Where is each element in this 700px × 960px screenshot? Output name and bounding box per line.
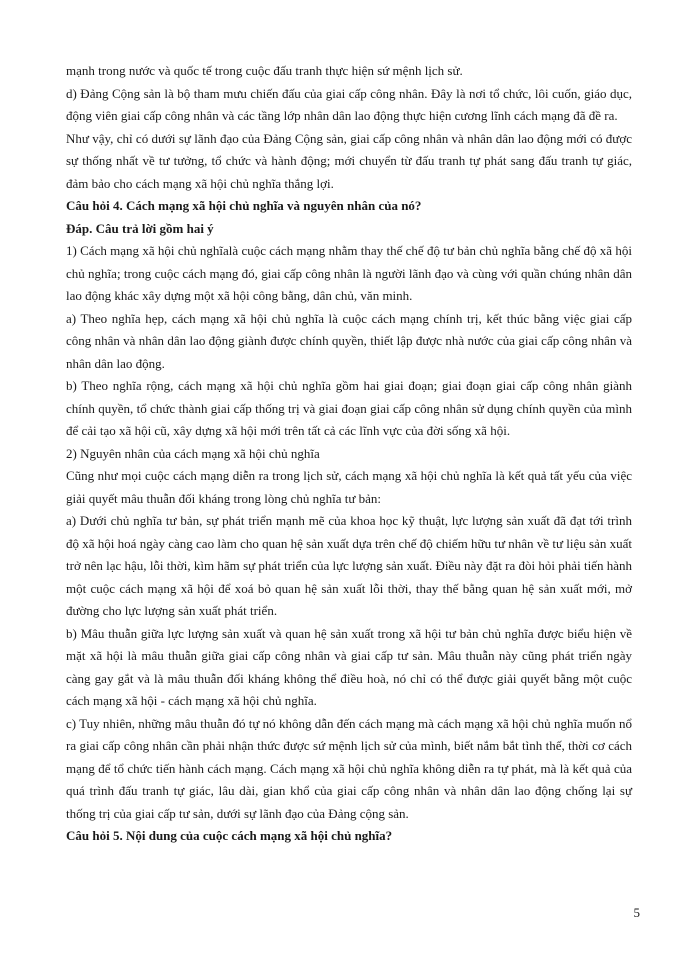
document-body	[66, 60, 632, 848]
question-heading: Câu hỏi 4. Cách mạng xã hội chủ nghĩa và nguyên nhân của nó?	[66, 198, 422, 213]
paragraph: b) Mâu thuẫn giữa lực lượng sản xuất và quan hệ sản xuất trong xã hội tư bản chủ nghĩa được biểu hiện về mặt xã hội là mâu thuẫn giữa giai cấp công nhân và giai cấp tư sản. Mâu thuẫn này cũng phát triển ngày càng gay gắt và là mâu thuẫn đối kháng không thể điều hoà, nó chỉ có thể được giải quyết bằng một cuộc cách mạng xã hội - cách mạng xã hội chủ nghĩa.	[66, 625, 632, 708]
paragraph: c) Tuy nhiên, những mâu thuẫn đó tự nó không dẫn đến cách mạng mà cách mạng xã hội chủ nghĩa muốn nổ ra giai cấp công nhân cần phải nhận thức được sứ mệnh lịch sử của mình, biết nắm bắt tình thế, thời cơ cách mạng để tổ chức tiến hành cách mạng. Cách mạng xã hội chủ nghĩa không diễn ra tự phát, mà là kết quả của quá trình đấu tranh tự giác, lâu dài, gian khổ của giai cấp công nhân và nhân dân lao động chống lại sự thống trị của giai cấp tư sản, dưới sự lãnh đạo của Đảng cộng sản.	[66, 715, 632, 821]
paragraph: 1) Cách mạng xã hội chủ nghĩalà cuộc cách mạng nhằm thay thế chế độ tư bản chủ nghĩa bằng chế độ xã hội chủ nghĩa; trong cuộc cách mạng đó, giai cấp công nhân là người lãnh đạo và cùng với quần chúng nhân dân lao động khác xây dựng một xã hội công bằng, dân chủ, văn minh.	[66, 243, 632, 303]
paragraph: a) Theo nghĩa hẹp, cách mạng xã hội chủ nghĩa là cuộc cách mạng chính trị, kết thúc bằng việc giai cấp công nhân và nhân dân lao động giành được chính quyền, thiết lập được nhà nước của giai cấp công nhân và nhân dân lao động.	[66, 310, 632, 371]
paragraph: Cũng như mọi cuộc cách mạng diễn ra trong lịch sử, cách mạng xã hội chủ nghĩa là kết quả tất yếu của việc giải quyết mâu thuẫn đối kháng trong lòng chủ nghĩa tư bản:	[66, 468, 632, 506]
question-heading: Câu hỏi 5. Nội dung của cuộc cách mạng xã hội chủ nghĩa?	[66, 828, 393, 843]
paragraph: 2) Nguyên nhân của cách mạng xã hội chủ nghĩa	[66, 445, 320, 461]
page-number: 5	[633, 905, 640, 920]
answer-heading: Đáp. Câu trả lời gồm hai ý	[66, 220, 214, 236]
paragraph: b) Theo nghĩa rộng, cách mạng xã hội chủ nghĩa gồm hai giai đoạn; giai đoạn giai cấp công nhân giành chính quyền, tổ chức thành giai cấp thống trị và giai đoạn giai cấp công nhân sử dụng chính quyền của mình để cải tạo xã hội cũ, xây dựng xã hội mới trên tất cả các lĩnh vực của đời sống xã hội.	[66, 378, 632, 438]
paragraph: a) Dưới chủ nghĩa tư bản, sự phát triển mạnh mẽ của khoa học kỹ thuật, lực lượng sản xuất đã đạt tới trình độ xã hội hoá ngày càng cao làm cho quan hệ sản xuất dựa trên chế độ chiếm hữu tư nhân về tư liệu sản xuất trở nên lạc hậu, lỗi thời, kìm hãm sự phát triển của lực lượng sản xuất. Điều này đặt ra đòi hỏi phải tiến hành một cuộc cách mạng xã hội để xoá bỏ quan hệ sản xuất lỗi thời, thay thế bằng quan hệ sản xuất mới, mở đường cho lực lượng sản xuất phát triển.	[66, 513, 632, 618]
paragraph: d) Đảng Cộng sản là bộ tham mưu chiến đấu của giai cấp công nhân. Đây là nơi tổ chức, lôi cuốn, giáo dục, động viên giai cấp công nhân và các tầng lớp nhân dân lao động thực hiện cương lĩnh cách mạng đã đề ra.	[66, 85, 632, 123]
paragraph: Như vậy, chỉ có dưới sự lãnh đạo của Đảng Cộng sản, giai cấp công nhân và nhân dân lao động mới có được sự thống nhất về tư tưởng, tổ chức và hành động; mới chuyển từ đấu tranh tự phát sang đấu tranh tự giác, đảm bảo cho cách mạng xã hội chủ nghĩa thắng lợi.	[66, 130, 632, 191]
paragraph: mạnh trong nước và quốc tế trong cuộc đấu tranh thực hiện sứ mệnh lịch sử.	[66, 63, 463, 78]
